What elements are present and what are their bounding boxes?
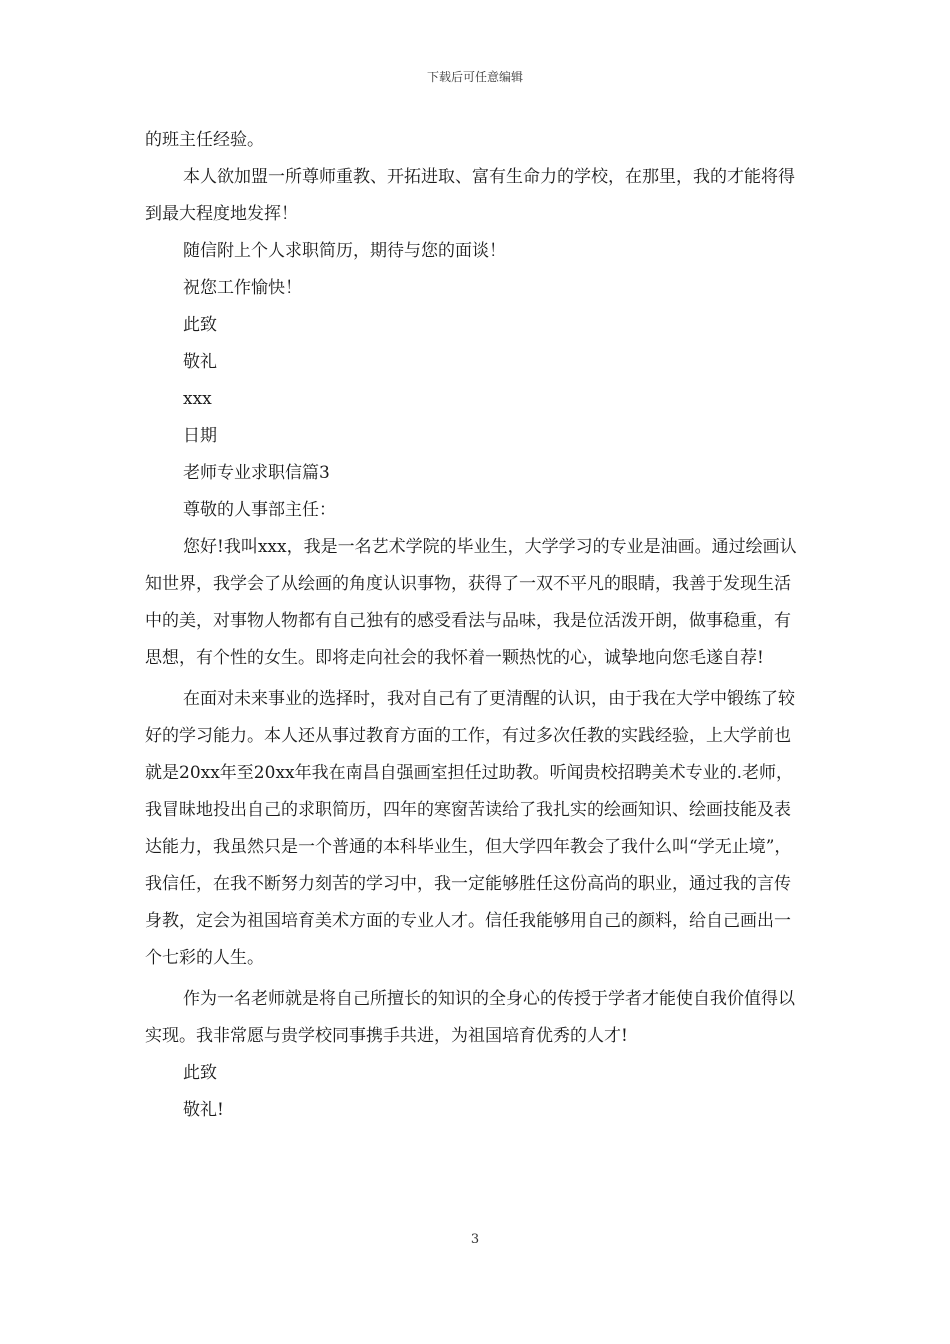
paragraph-intent: 本人欲加盟一所尊师重教、开拓进取、富有生命力的学校，在那里，我的才能将得到最大程度地发挥！: [145, 167, 795, 224]
signature-name: xxx: [183, 389, 212, 409]
paragraph-experience: 在面对未来事业的选择时，我对自己有了更清醒的认识，由于我在大学中锻练了较好的学习能力。本人还从事过教育方面的工作，有过多次任教的实践经验，上大学前也就是20xx年至20xx年我在南昌自强画室担任过助教。听闻贵校招聘美术专业的.老师，我冒昧地投出自己的求职简历，四年的寒窗苦读给了我扎实的绘画知识、绘画技能及表达能力，我虽然只是一个普通的本科毕业生，但大学四年教会了我什么叫“学无止境”，我信任，在我不断努力刻苦的学习中，我一定能够胜任这份高尚的职业，通过我的言传身教，定会为祖国培育美术方面的专业人才。信任我能够用自己的颜料，给自己画出一个七彩的人生。: [145, 689, 795, 968]
signature-date: 日期: [183, 426, 217, 446]
document-body: [145, 122, 807, 1129]
paragraph-continuation: 的班主任经验。: [145, 130, 264, 150]
closing-salutation-2: 此致: [183, 1063, 217, 1083]
section-title: 老师专业求职信篇3: [183, 463, 330, 483]
paragraph-introduction: 您好!我叫xxx，我是一名艺术学院的毕业生，大学学习的专业是油画。通过绘画认知世界，我学会了从绘画的角度认识事物，获得了一双不平凡的眼睛，我善于发现生活中的美，对事物人物都有自己独有的感受看法与品味，我是位活泼开朗，做事稳重，有思想，有个性的女生。即将走向社会的我怀着一颗热忱的心，诚挚地向您毛遂自荐!: [145, 537, 797, 668]
closing-regards-2: 敬礼!: [183, 1100, 224, 1120]
paragraph-aspiration: 作为一名老师就是将自己所擅长的知识的全身心的传授于学者才能使自我价值得以实现。我非常愿与贵学校同事携手共进，为祖国培育优秀的人才!: [145, 989, 795, 1046]
closing-salutation: 此致: [183, 315, 217, 335]
letter-greeting: 尊敬的人事部主任：: [183, 500, 336, 520]
page-number: 3: [470, 1232, 480, 1247]
paragraph-attachment: 随信附上个人求职简历，期待与您的面谈！: [183, 241, 506, 261]
closing-regards: 敬礼: [183, 352, 217, 372]
paragraph-wishes: 祝您工作愉快！: [183, 278, 302, 298]
page-header: 下载后可任意编辑: [426, 70, 523, 84]
